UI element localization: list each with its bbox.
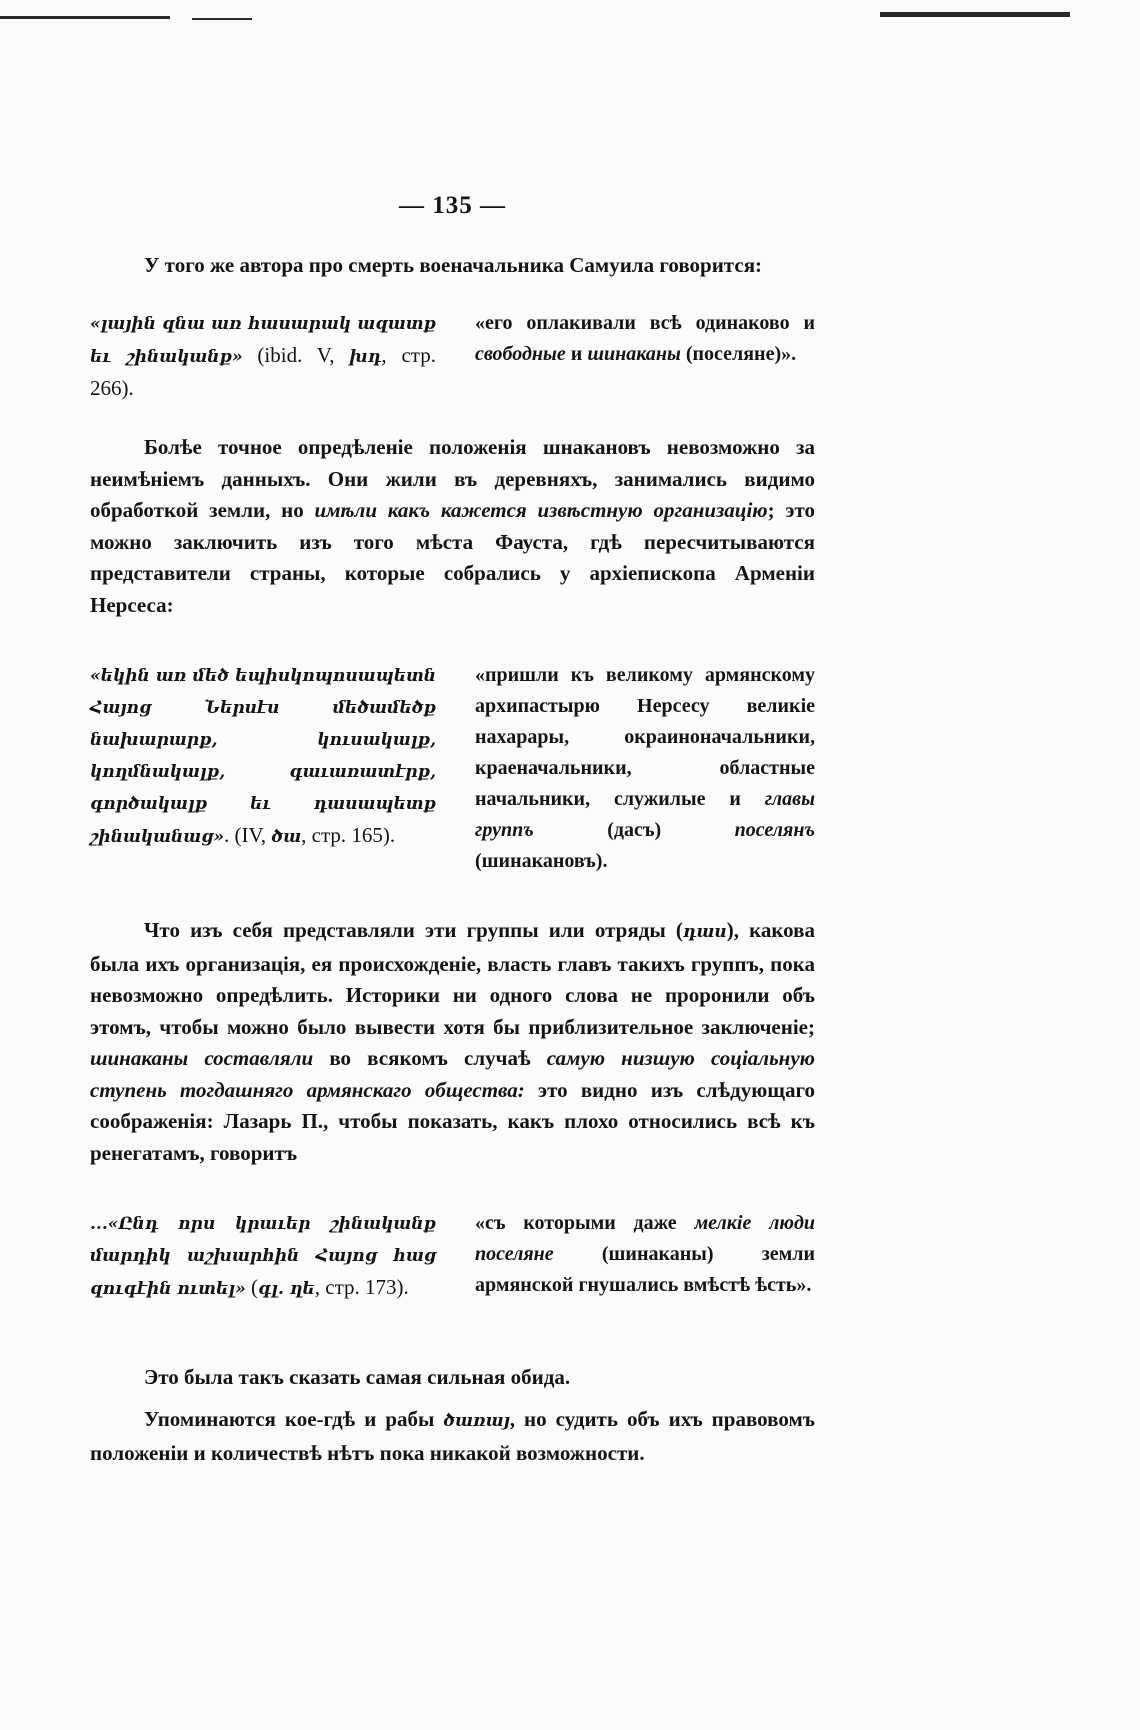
- citation: (ibid. V,: [242, 343, 350, 367]
- citation-page: , стр. 173).: [314, 1275, 409, 1299]
- quote2-russian: [475, 660, 815, 877]
- scan-artifact-left: [0, 16, 170, 19]
- text: (шинаканы) земли армянской гнушались вмѣстѣ ѣсть».: [475, 1243, 815, 1296]
- scan-artifact-right: [880, 12, 1070, 17]
- text: это видно изъ слѣдующаго соображенія: Лазарь П., чтобы показать, какъ плохо относились всѣ къ ренегатамъ, говоритъ: [90, 1077, 815, 1165]
- text: «пришли къ великому армянскому архипастырю Нерсесу великіе нахарары, окраиноначальники, краеначальники, областные начальники, служилые и: [475, 664, 815, 810]
- text: «съ которыми даже: [475, 1212, 695, 1234]
- armenian-word: ծառայ: [443, 1411, 510, 1431]
- text: ; это можно заключить изъ того мѣста Фауста, гдѣ пересчитываются представители страны, которые собрались у архіепископа Арменіи Нерсеса:: [90, 498, 815, 617]
- armenian-citation: ծա: [271, 827, 302, 847]
- quote3-armenian: [90, 1208, 436, 1305]
- citation: . (IV,: [223, 823, 272, 847]
- citation-page: , стр. 266).: [90, 343, 436, 400]
- paragraph-4: Это была такъ сказать самая сильная обида.: [144, 1365, 571, 1389]
- text: Что изъ себя представляли эти группы или отряды (: [144, 918, 683, 942]
- text: «его оплакивали всѣ одинаково и: [475, 312, 815, 334]
- text: (дасъ): [533, 819, 735, 841]
- armenian-citation: գլ. ղե: [258, 1279, 315, 1299]
- armenian-text: «լային զնա առ հասարակ ազատք եւ շինականք»: [90, 314, 436, 367]
- italic-text: поселянъ: [734, 819, 815, 841]
- armenian-citation: խդ: [349, 347, 382, 367]
- text: Болѣе точное опредѣленіе положенія шнакановъ невозможно за неимѣніемъ данныхъ. Они жили въ деревняхъ, занимались видимо обработкой земли, но: [90, 435, 815, 522]
- armenian-word: դաս: [682, 922, 727, 942]
- text: и: [565, 343, 588, 365]
- italic-text: главы группъ: [475, 788, 815, 841]
- citation: (: [245, 1275, 259, 1299]
- italic-text: самую низшую соціальную ступень тогдашняго армянскаго общества:: [90, 1046, 815, 1102]
- scan-artifact-mid: [192, 18, 252, 20]
- quote2-armenian: [90, 660, 436, 853]
- quote1-russian: [475, 308, 815, 370]
- paragraph-2: [90, 432, 815, 621]
- text: Упоминаются кое-гдѣ и рабы: [144, 1407, 444, 1431]
- italic-text: свободные: [475, 343, 566, 365]
- text: , но судить объ ихъ правовомъ положеніи и количествѣ нѣтъ пока никакой возможности.: [90, 1407, 815, 1465]
- italic-text: шинаканы составляли: [90, 1046, 314, 1070]
- paragraph-5: [90, 1404, 815, 1469]
- page-number: — 135 —: [399, 192, 506, 219]
- text: во всякомъ случаѣ: [313, 1046, 547, 1070]
- text: (поселяне)».: [680, 343, 797, 365]
- text: (шинакановъ).: [475, 850, 608, 872]
- intro-paragraph: У того же автора про смерть военачальника Самуила говорится:: [144, 253, 763, 277]
- paragraph-3: [90, 915, 815, 1169]
- text: ), какова была ихъ организація, ея происхожденіе, власть главъ такихъ группъ, пока невозможно опредѣлить. Историки ни одного слова не проронили объ этомъ, чтобы можно было вывести хотя бы приблизительное заключеніе;: [90, 918, 816, 1039]
- armenian-text: «եկին առ մեծ եպիսկոպոսապետն Հայոց Ներսէս մեծամեծք նախարարք, կուսակալք, կողմնակալք, գաւառատէրք, գործակալք եւ դասապետք շինականաց»: [90, 666, 436, 847]
- quote1-armenian: [90, 308, 436, 405]
- italic-text: имѣли какъ кажется извѣстную организацію: [314, 498, 768, 522]
- citation-page: , стр. 165).: [301, 823, 396, 847]
- armenian-text: ...«Ընդ որս կրաւեր շինականք մարդիկ աշխարհին Հայոց հաց զուգէին ուտել»: [90, 1214, 436, 1299]
- quote3-russian: [475, 1208, 815, 1301]
- italic-text: шинаканы: [587, 343, 681, 365]
- italic-text: мелкіе люди поселяне: [475, 1212, 815, 1265]
